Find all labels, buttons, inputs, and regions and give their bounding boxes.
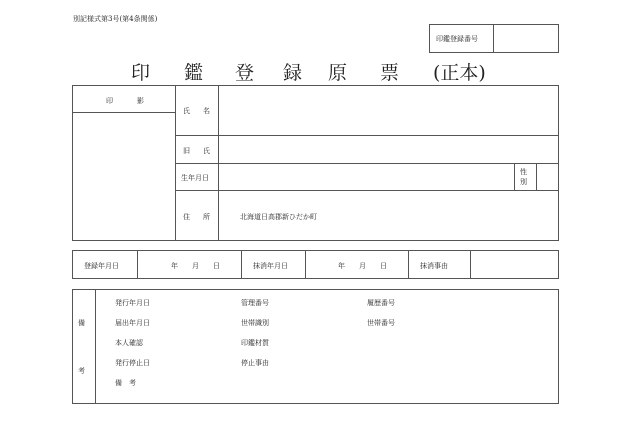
title-char: 印 xyxy=(131,62,151,84)
remarks-item: 備 考 xyxy=(115,379,136,387)
former-name-label: 旧 xyxy=(183,147,190,155)
remarks-item: 停止事由 xyxy=(241,359,269,367)
divider xyxy=(493,24,494,52)
title-char: 原 xyxy=(328,62,348,84)
address-label: 住 xyxy=(183,213,190,221)
divider xyxy=(95,289,96,403)
former-name-label: 氏 xyxy=(203,147,210,155)
remarks-item: 世帯識別 xyxy=(241,319,269,327)
registered-date-field[interactable]: 年 月 日 xyxy=(171,262,220,270)
name-label: 名 xyxy=(203,107,210,115)
title-suffix: (正本) xyxy=(433,62,486,84)
divider xyxy=(408,250,409,278)
remarks-item: 管理番号 xyxy=(241,299,269,307)
divider xyxy=(175,135,559,136)
deleted-date-field[interactable]: 年 月 日 xyxy=(338,262,387,270)
seal-impression-area xyxy=(74,114,173,238)
divider xyxy=(536,163,537,190)
divider xyxy=(175,163,559,164)
title-char: 鑑 xyxy=(184,62,204,84)
divider xyxy=(305,250,306,278)
address-label: 所 xyxy=(203,213,210,221)
remarks-side-label: 考 xyxy=(78,367,85,375)
divider xyxy=(137,250,138,278)
remarks-item: 世帯番号 xyxy=(367,319,395,327)
remarks-item: 届出年月日 xyxy=(115,319,150,327)
registration-number-label: 印鑑登録番号 xyxy=(436,35,478,43)
title-char: 録 xyxy=(283,62,303,84)
name-label: 氏 xyxy=(183,107,190,115)
divider xyxy=(72,112,175,113)
deletion-reason-label: 抹消事由 xyxy=(420,262,448,270)
sex-label: 別 xyxy=(520,178,527,186)
remarks-item: 発行年月日 xyxy=(115,299,150,307)
deleted-date-label: 抹消年月日 xyxy=(253,262,288,270)
divider xyxy=(470,250,471,278)
title-char: 票 xyxy=(380,62,400,84)
remarks-item: 印鑑材質 xyxy=(241,339,269,347)
registration-dates-table xyxy=(72,250,559,279)
divider xyxy=(241,250,242,278)
birth-date-label: 生年月日 xyxy=(181,174,209,182)
address-field[interactable]: 北海道日高郡新ひだか町 xyxy=(240,213,317,221)
title-char: 登 xyxy=(235,62,255,84)
remarks-side-label: 備 xyxy=(78,319,85,327)
seal-label: 影 xyxy=(137,97,144,105)
divider xyxy=(175,190,559,191)
divider xyxy=(514,163,515,190)
remarks-item: 履歴番号 xyxy=(367,299,395,307)
sex-label: 性 xyxy=(520,168,527,176)
registered-date-label: 登録年月日 xyxy=(84,262,119,270)
seal-label: 印 xyxy=(106,97,113,105)
form-reference: 別記様式第3号(第4条関係) xyxy=(73,15,158,23)
remarks-item: 本人確認 xyxy=(115,339,143,347)
remarks-item: 発行停止日 xyxy=(115,359,150,367)
